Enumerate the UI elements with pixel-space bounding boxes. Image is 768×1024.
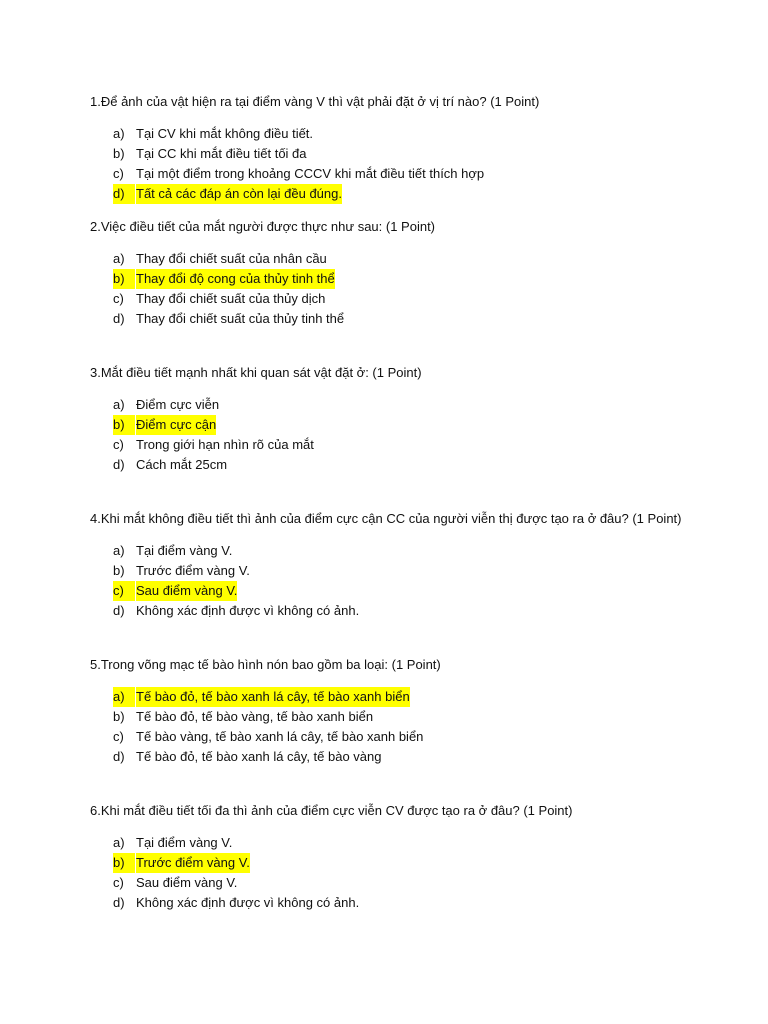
option-c xyxy=(90,435,750,455)
option-text: Tế bào đỏ, tế bào vàng, tế bào xanh biển xyxy=(136,709,374,724)
option-text: Cách mắt 25cm xyxy=(136,457,228,472)
option-a xyxy=(90,249,750,269)
option-letter: a) xyxy=(113,397,125,412)
option-letter: b) xyxy=(113,709,125,724)
option-c xyxy=(90,727,750,747)
question-4 xyxy=(90,510,750,621)
option-text: Điểm cực cận xyxy=(136,415,216,435)
answer-options xyxy=(90,833,750,913)
option-text: Sau điểm vàng V. xyxy=(136,581,237,601)
option-c xyxy=(90,873,750,893)
option-d xyxy=(90,601,750,621)
option-a xyxy=(90,833,750,853)
option-letter: c) xyxy=(113,581,135,601)
option-c xyxy=(90,289,750,309)
question-2 xyxy=(90,218,750,329)
option-text: Trong giới hạn nhìn rõ của mắt xyxy=(136,437,314,452)
option-b xyxy=(90,561,750,581)
option-letter: b) xyxy=(113,415,135,435)
answer-options xyxy=(90,124,750,204)
option-text: Tại một điểm trong khoảng CCCV khi mắt điều tiết thích hợp xyxy=(136,166,485,181)
option-d xyxy=(90,184,750,204)
option-text: Không xác định được vì không có ảnh. xyxy=(136,603,360,618)
option-d xyxy=(90,893,750,913)
option-a xyxy=(90,124,750,144)
option-letter: c) xyxy=(113,875,124,890)
option-letter: c) xyxy=(113,166,124,181)
option-a xyxy=(90,541,750,561)
option-text: Tế bào đỏ, tế bào xanh lá cây, tế bào xanh biển xyxy=(136,687,410,707)
option-d xyxy=(90,309,750,329)
option-text: Tại điểm vàng V. xyxy=(136,543,233,558)
answer-options xyxy=(90,687,750,767)
option-d xyxy=(90,455,750,475)
option-letter: d) xyxy=(113,749,125,764)
option-c xyxy=(90,164,750,184)
answer-options xyxy=(90,395,750,475)
option-letter: d) xyxy=(113,311,125,326)
option-b xyxy=(90,853,750,873)
option-letter: c) xyxy=(113,291,124,306)
option-letter: c) xyxy=(113,437,124,452)
question-title: 5.Trong võng mạc tế bào hình nón bao gồm ba loại: (1 Point) xyxy=(90,657,441,672)
option-letter: a) xyxy=(113,543,125,558)
option-letter: a) xyxy=(113,687,135,707)
question-title: 6.Khi mắt điều tiết tối đa thì ảnh của điểm cực viễn CV được tạo ra ở đâu? (1 Point) xyxy=(90,803,573,818)
option-text: Thay đổi độ cong của thủy tinh thể xyxy=(136,269,335,289)
option-text: Thay đổi chiết suất của nhân cầu xyxy=(136,251,327,266)
option-a xyxy=(90,395,750,415)
option-b xyxy=(90,269,750,289)
option-letter: c) xyxy=(113,729,124,744)
option-text: Thay đổi chiết suất của thủy dịch xyxy=(136,291,326,306)
question-5 xyxy=(90,656,750,767)
option-letter: d) xyxy=(113,457,125,472)
question-title: 2.Việc điều tiết của mắt người được thực như sau: (1 Point) xyxy=(90,219,436,234)
option-letter: d) xyxy=(113,895,125,910)
option-letter: a) xyxy=(113,251,125,266)
option-text: Tế bào đỏ, tế bào xanh lá cây, tế bào vàng xyxy=(136,749,382,764)
option-text: Sau điểm vàng V. xyxy=(136,875,238,890)
question-title: 3.Mắt điều tiết mạnh nhất khi quan sát vật đặt ở: (1 Point) xyxy=(90,365,422,380)
option-b xyxy=(90,707,750,727)
option-a xyxy=(90,687,750,707)
option-text: Tại CV khi mắt không điều tiết. xyxy=(136,126,314,141)
option-text: Tại CC khi mắt điều tiết tối đa xyxy=(136,146,307,161)
option-letter: d) xyxy=(113,603,125,618)
option-letter: d) xyxy=(113,184,135,204)
answer-options xyxy=(90,541,750,621)
option-text: Tế bào vàng, tế bào xanh lá cây, tế bào xanh biển xyxy=(136,729,424,744)
question-1 xyxy=(90,93,750,204)
question-title: 4.Khi mắt không điều tiết thì ảnh của điểm cực cận CC của người viễn thị được tạo ra ở đâu? (1 Point) xyxy=(90,511,682,526)
option-letter: b) xyxy=(113,269,135,289)
option-b xyxy=(90,144,750,164)
option-d xyxy=(90,747,750,767)
question-title: 1.Để ảnh của vật hiện ra tại điểm vàng V thì vật phải đặt ở vị trí nào? (1 Point) xyxy=(90,94,540,109)
option-letter: a) xyxy=(113,126,125,141)
option-letter: a) xyxy=(113,835,125,850)
option-text: Trước điểm vàng V. xyxy=(136,563,250,578)
answer-options xyxy=(90,249,750,329)
option-letter: b) xyxy=(113,563,125,578)
option-letter: b) xyxy=(113,146,125,161)
option-text: Thay đổi chiết suất của thủy tinh thể xyxy=(136,311,345,326)
option-b xyxy=(90,415,750,435)
option-text: Trước điểm vàng V. xyxy=(136,853,250,873)
question-6 xyxy=(90,802,750,913)
option-text: Tại điểm vàng V. xyxy=(136,835,233,850)
option-text: Điểm cực viễn xyxy=(136,397,220,412)
option-letter: b) xyxy=(113,853,135,873)
option-text: Tất cả các đáp án còn lại đều đúng. xyxy=(136,184,342,204)
question-3 xyxy=(90,364,750,475)
option-c xyxy=(90,581,750,601)
option-text: Không xác định được vì không có ảnh. xyxy=(136,895,360,910)
